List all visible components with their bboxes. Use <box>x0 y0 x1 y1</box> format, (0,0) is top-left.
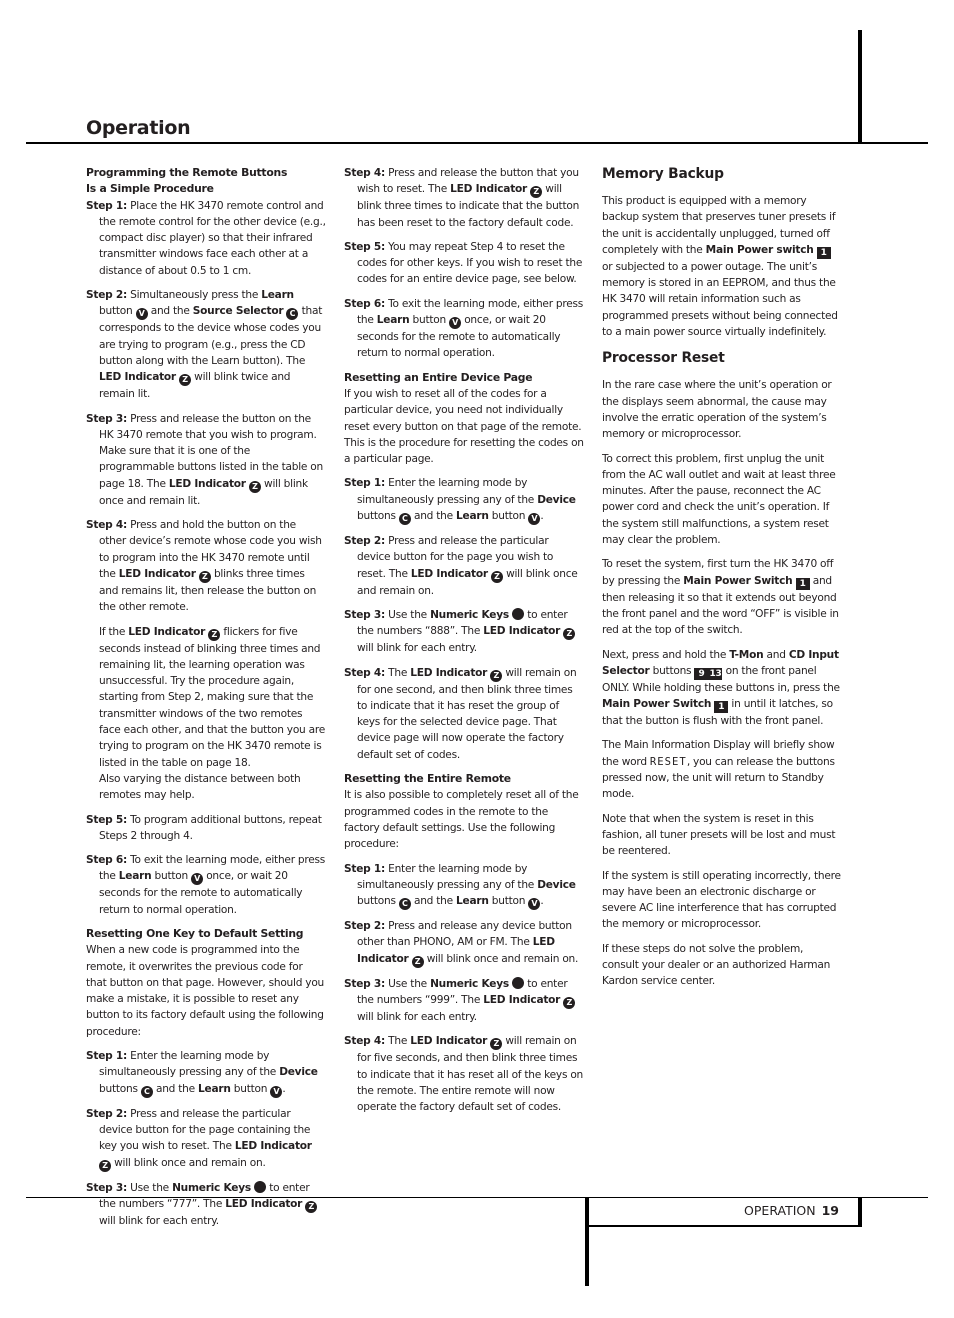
page-number: 19 <box>821 1203 839 1218</box>
led-indicator-icon: Z <box>563 997 575 1009</box>
step-paragraph: Step 4: Press and release the button that you wish to reset. The LED Indicator Z will blink three times to indicate that the button has been reset to the factory default code. <box>344 167 580 229</box>
led-indicator-icon: Z <box>491 571 503 583</box>
body-paragraph: Note that when the system is reset in this fashion, all tuner presets will be lost and must be reentered. <box>602 812 836 858</box>
section-heading-memory-backup: Memory Backup <box>602 166 724 182</box>
device-button-icon: C <box>399 898 411 910</box>
led-indicator-icon: Z <box>208 629 220 641</box>
led-indicator-icon: Z <box>199 571 211 583</box>
step-paragraph: Step 1: Enter the learning mode by simultaneously pressing any of the Device buttons C and the Learn button V . <box>86 1050 318 1096</box>
led-indicator-icon: Z <box>563 628 575 640</box>
step-note: If the LED Indicator Z flickers for five seconds instead of blinking three times and remaining lit, the learning operation was unsuccessful. Try the procedure again, starting from Step 2, making sure that the transmitter windows of the two remotes face each other, and that the button you are trying to program on the HK 3470 remote is listed in the table on page 18. Also varying the distance between both remotes may help. <box>99 625 326 802</box>
section-heading-reset-page: Resetting an Entire Device Page <box>344 370 533 384</box>
column-right <box>602 164 842 998</box>
led-indicator-icon: Z <box>249 481 261 493</box>
section-heading-reset-key: Resetting One Key to Default Setting <box>86 926 304 940</box>
learn-button-icon: V <box>191 873 203 885</box>
device-button-icon: C <box>141 1086 153 1098</box>
step-paragraph: Step 4: The LED Indicator Z will remain on for five seconds, and then blink three times to indicate that it has reset all of the keys on the remote. The entire remote will now operate the factory default set of codes. <box>344 1035 584 1114</box>
step-paragraph: Step 1: Place the HK 3470 remote control and the remote control for the other device (e.g., compact disc player) so that their infrared transmitter windows face each other at a distance of about 0.5 to 1 cm. <box>86 199 326 277</box>
section-heading-reset-remote: Resetting the Entire Remote <box>344 772 511 786</box>
numeric-keys-icon <box>512 608 524 620</box>
footer-section-label: OPERATION <box>744 1203 816 1218</box>
section-heading-programming: Programming the Remote Buttons Is a Simple Procedure <box>86 166 288 196</box>
source-selector-icon: C <box>286 308 298 320</box>
step-paragraph: Step 3: Press and release the button on the HK 3470 remote that you wish to program. Make sure that it is one of the programmable buttons listed in the table on page 18. The LED Indicator Z will blink once and remain lit. <box>86 412 324 507</box>
step-paragraph: Step 6: To exit the learning mode, either press the Learn button V once, or wait 20 seconds for the remote to automatically return to normal operation. <box>344 297 584 360</box>
led-indicator-icon: Z <box>412 956 424 968</box>
footer-vertical-rule-right <box>858 1197 862 1227</box>
header-rule <box>26 142 928 144</box>
top-vertical-rule <box>858 30 862 144</box>
step-paragraph: Step 6: To exit the learning mode, either press the Learn button V once, or wait 20 seconds for the remote to automatically return to normal operation. <box>86 854 326 916</box>
page-footer <box>589 1201 839 1221</box>
reset-display-word: RESET <box>649 755 687 768</box>
body-paragraph: To reset the system, first turn the HK 3470 off by pressing the Main Power Switch 1 and then releasing it so that it extends out beyond the front panel and the word “OFF” is visible in red at the top of the switch. <box>602 558 839 637</box>
main-power-switch-icon: 1 <box>817 247 831 259</box>
step-paragraph: Step 1: Enter the learning mode by simultaneously pressing any of the Device buttons C and the Learn button V . <box>344 862 576 909</box>
step-paragraph: Step 3: Use the Numeric Keys to enter the numbers “777”. The LED Indicator Z will blink for each entry. <box>86 1180 326 1230</box>
body-paragraph: Next, press and hold the T-Mon and CD Input Selector buttons 9 13 on the front panel ONLY. While holding these buttons in, press the Main Power Switch 1 in until it latches, so that the button is flush with the front panel. <box>602 648 840 728</box>
numeric-keys-icon <box>512 977 524 989</box>
learn-button-icon: V <box>528 513 540 525</box>
numeric-keys-icon <box>254 1181 266 1193</box>
step-paragraph: Step 2: Simultaneously press the Learn button V and the Source Selector C that corresponds to the device whose codes you are trying to program (e.g., press the CD button along with the Learn button). The LED Indicator Z will blink twice and remain lit. <box>86 289 323 401</box>
main-power-switch-icon: 1 <box>796 578 810 590</box>
learn-button-icon: V <box>449 317 461 329</box>
led-indicator-icon: Z <box>490 670 502 682</box>
memory-backup-text: This product is equipped with a memory backup system that preserves tuner presets if the unit is accidentally unplugged, turned off completely with the Main Power switch 1 or subjected to a power outage. The unit’s memory is stored in an EEPROM, and thus the HK 3470 will retain information such as programmed presets without being connected to a main power source virtually indefinitely. <box>602 195 838 339</box>
cd-input-selector-icon: 13 <box>709 668 722 679</box>
led-indicator-icon: Z <box>305 1201 317 1213</box>
body-paragraph: In the rare case where the unit’s operation or the displays seem abnormal, the cause may involve the erratic operation of the system’s memory or microprocessor. <box>602 379 832 441</box>
led-indicator-icon: Z <box>179 374 191 386</box>
led-indicator-icon: Z <box>490 1038 502 1050</box>
body-paragraph: If these steps do not solve the problem, consult your dealer or an authorized Harman Kardon service center. <box>602 942 831 988</box>
step-paragraph: Step 2: Press and release the particular device button for the page you wish to reset. The LED Indicator Z will blink once and remain on. <box>344 535 578 597</box>
learn-button-icon: V <box>528 898 540 910</box>
section-intro: When a new code is programmed into the remote, it overwrites the previous code for that button on that page. However, should you make a mistake, it is possible to reset any button to its factory default using the following procedure: <box>86 944 325 1038</box>
body-paragraph: If the system is still operating incorrectly, there may have been an electronic discharge or severe AC line interference that has corrupted the memory or microprocessor. <box>602 869 841 931</box>
body-paragraph: To correct this problem, first unplug the unit from the AC wall outlet and wait at least three minutes. After the pause, reconnect the AC power cord and check the unit’s operation. If the system still malfunctions, a system reset may clear the problem. <box>602 452 836 547</box>
device-button-icon: C <box>399 513 411 525</box>
footer-rule <box>26 1197 928 1198</box>
column-middle <box>344 165 584 1123</box>
learn-button-icon: V <box>270 1086 282 1098</box>
main-power-switch-icon: 1 <box>714 701 728 713</box>
led-indicator-icon: Z <box>99 1160 111 1172</box>
t-mon-button-icon: 9 <box>694 668 708 680</box>
step-paragraph: Step 2: Press and release the particular device button for the page containing the key you wish to reset. The LED Indicator Z will blink once and remain on. <box>86 1107 312 1170</box>
step-paragraph: Step 2: Press and release any device button other than PHONO, AM or FM. The LED Indicator Z will blink once and remain on. <box>344 920 579 966</box>
page-title: Operation <box>86 117 191 139</box>
footer-box-rule <box>589 1225 862 1227</box>
step-paragraph: Step 1: Enter the learning mode by simultaneously pressing any of the Device buttons C and the Learn button V . <box>344 477 576 524</box>
section-intro: It is also possible to completely reset all of the programmed codes in the remote to the factory default settings. Use the following procedure: <box>344 789 579 851</box>
step-paragraph: Step 3: Use the Numeric Keys to enter the numbers “999”. The LED Indicator Z will blink for each entry. <box>344 976 584 1026</box>
step-paragraph: Step 5: To program additional buttons, repeat Steps 2 through 4. <box>86 813 322 842</box>
learn-button-icon: V <box>136 308 148 320</box>
step-paragraph: Step 3: Use the Numeric Keys to enter the numbers “888”. The LED Indicator Z will blink for each entry. <box>344 607 584 657</box>
step-paragraph: Step 4: The LED Indicator Z will remain on for one second, and then blink three times to indicate that it has reset the group of keys for the selected device page. That device page will now operate the factory default set of codes. <box>344 666 577 761</box>
step-paragraph: Step 5: You may repeat Step 4 to reset the codes for other keys. If you wish to reset the codes for an entire device page, see below. <box>344 240 583 286</box>
section-intro: If you wish to reset all of the codes for a particular device, you need not individually reset every button on that page of the remote. This is the procedure for resetting the codes on a particular page. <box>344 387 584 466</box>
column-left <box>86 165 326 1237</box>
led-indicator-icon: Z <box>530 186 542 198</box>
body-paragraph: The Main Information Display will briefly show the word RESET, you can release the buttons pressed now, the unit will return to Standby mode. <box>602 739 835 801</box>
step-paragraph: Step 4: Press and hold the button on the other device’s remote whose code you wish to program into the HK 3470 remote until the LED Indicator Z blinks three times and remains lit, then release the button on the other remote. <box>86 519 322 614</box>
section-heading-processor-reset: Processor Reset <box>602 350 725 367</box>
